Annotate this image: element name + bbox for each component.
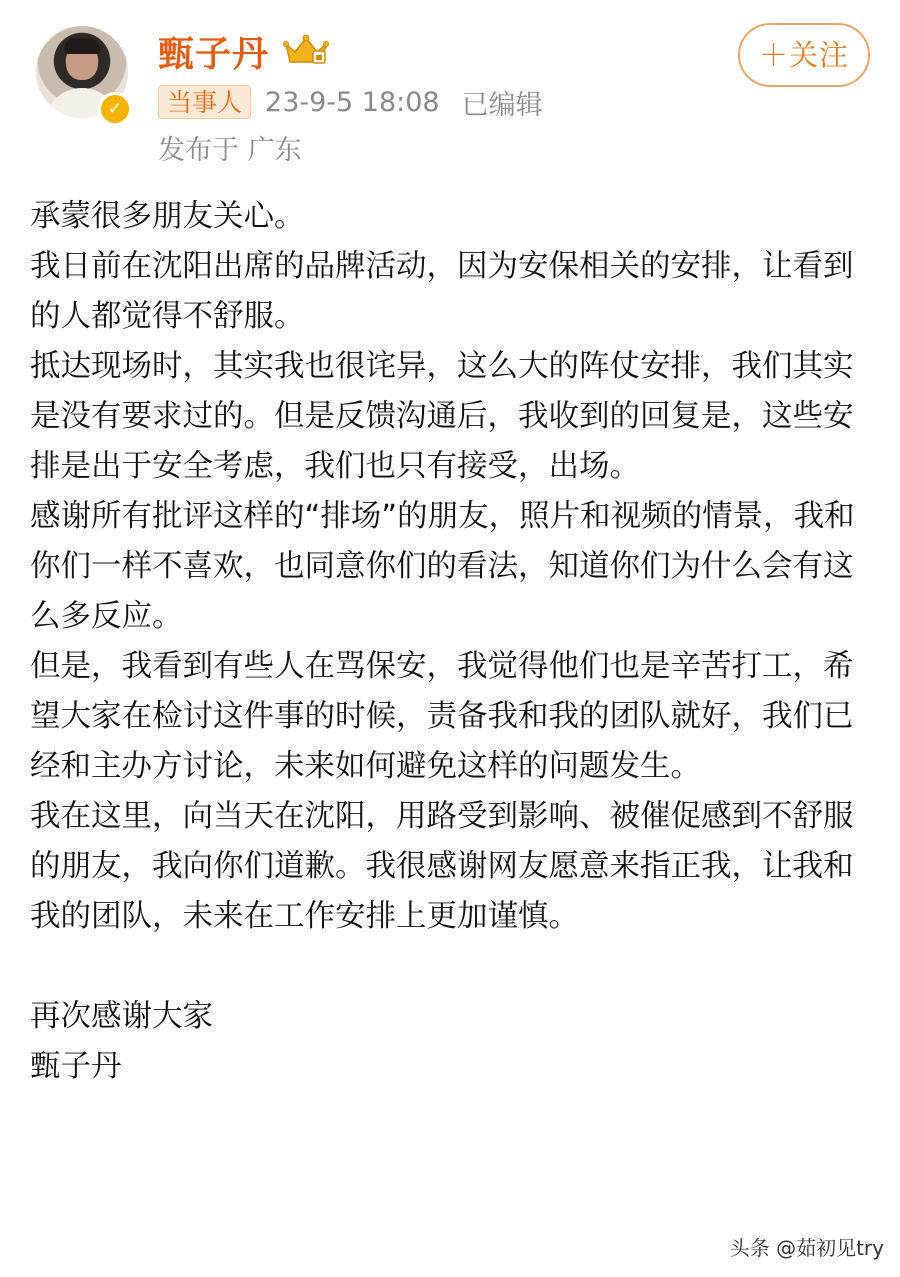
post-paragraph: 我在这里，向当天在沈阳，用路受到影响、被催促感到不舒服的朋友，我向你们道歉。我很感谢网友愿意来指正我，让我和我的团队，未来在工作安排上更加谨慎。	[30, 799, 854, 934]
post-paragraph: 感谢所有批评这样的“排场”的朋友，照片和视频的情景，我和你们一样不喜欢，也同意你们的看法，知道你们为什么会有这么多反应。	[30, 499, 855, 634]
post-location: 发布于 广东	[158, 135, 302, 166]
post-paragraph: 但是，我看到有些人在骂保安，我觉得他们也是辛苦打工，希望大家在检讨这件事的时候，责备我和我的团队就好，我们已经和主办方讨论，未来如何避免这样的问题发生。	[30, 649, 854, 784]
vip-crown-icon[interactable]	[282, 32, 330, 68]
post-meta	[158, 84, 543, 120]
username[interactable]: 甄子丹	[158, 34, 270, 75]
paragraph-spacer	[30, 942, 870, 992]
post-header	[0, 0, 900, 180]
post-paragraph: 承蒙很多朋友关心。	[30, 199, 305, 234]
follow-button[interactable]: ＋关注	[738, 23, 870, 87]
source-watermark: 头条 @茹初见try	[729, 1236, 884, 1260]
status-badge: 当事人	[158, 85, 251, 119]
post-body	[30, 192, 870, 1092]
verified-badge-icon: ✓	[98, 92, 132, 126]
post-paragraph: 我日前在沈阳出席的品牌活动，因为安保相关的安排，让看到的人都觉得不舒服。	[30, 249, 854, 334]
avatar-hair	[64, 38, 100, 54]
post-timestamp: 23-9-5 18:08	[265, 86, 440, 118]
post-signature: 甄子丹	[30, 1049, 122, 1084]
post-closing: 再次感谢大家	[30, 999, 213, 1034]
post-paragraph: 抵达现场时，其实我也很诧异，这么大的阵仗安排，我们其实是没有要求过的。但是反馈沟通后，我收到的回复是，这些安排是出于安全考虑，我们也只有接受，出场。	[30, 349, 854, 484]
edited-label[interactable]: 已编辑	[461, 89, 543, 121]
